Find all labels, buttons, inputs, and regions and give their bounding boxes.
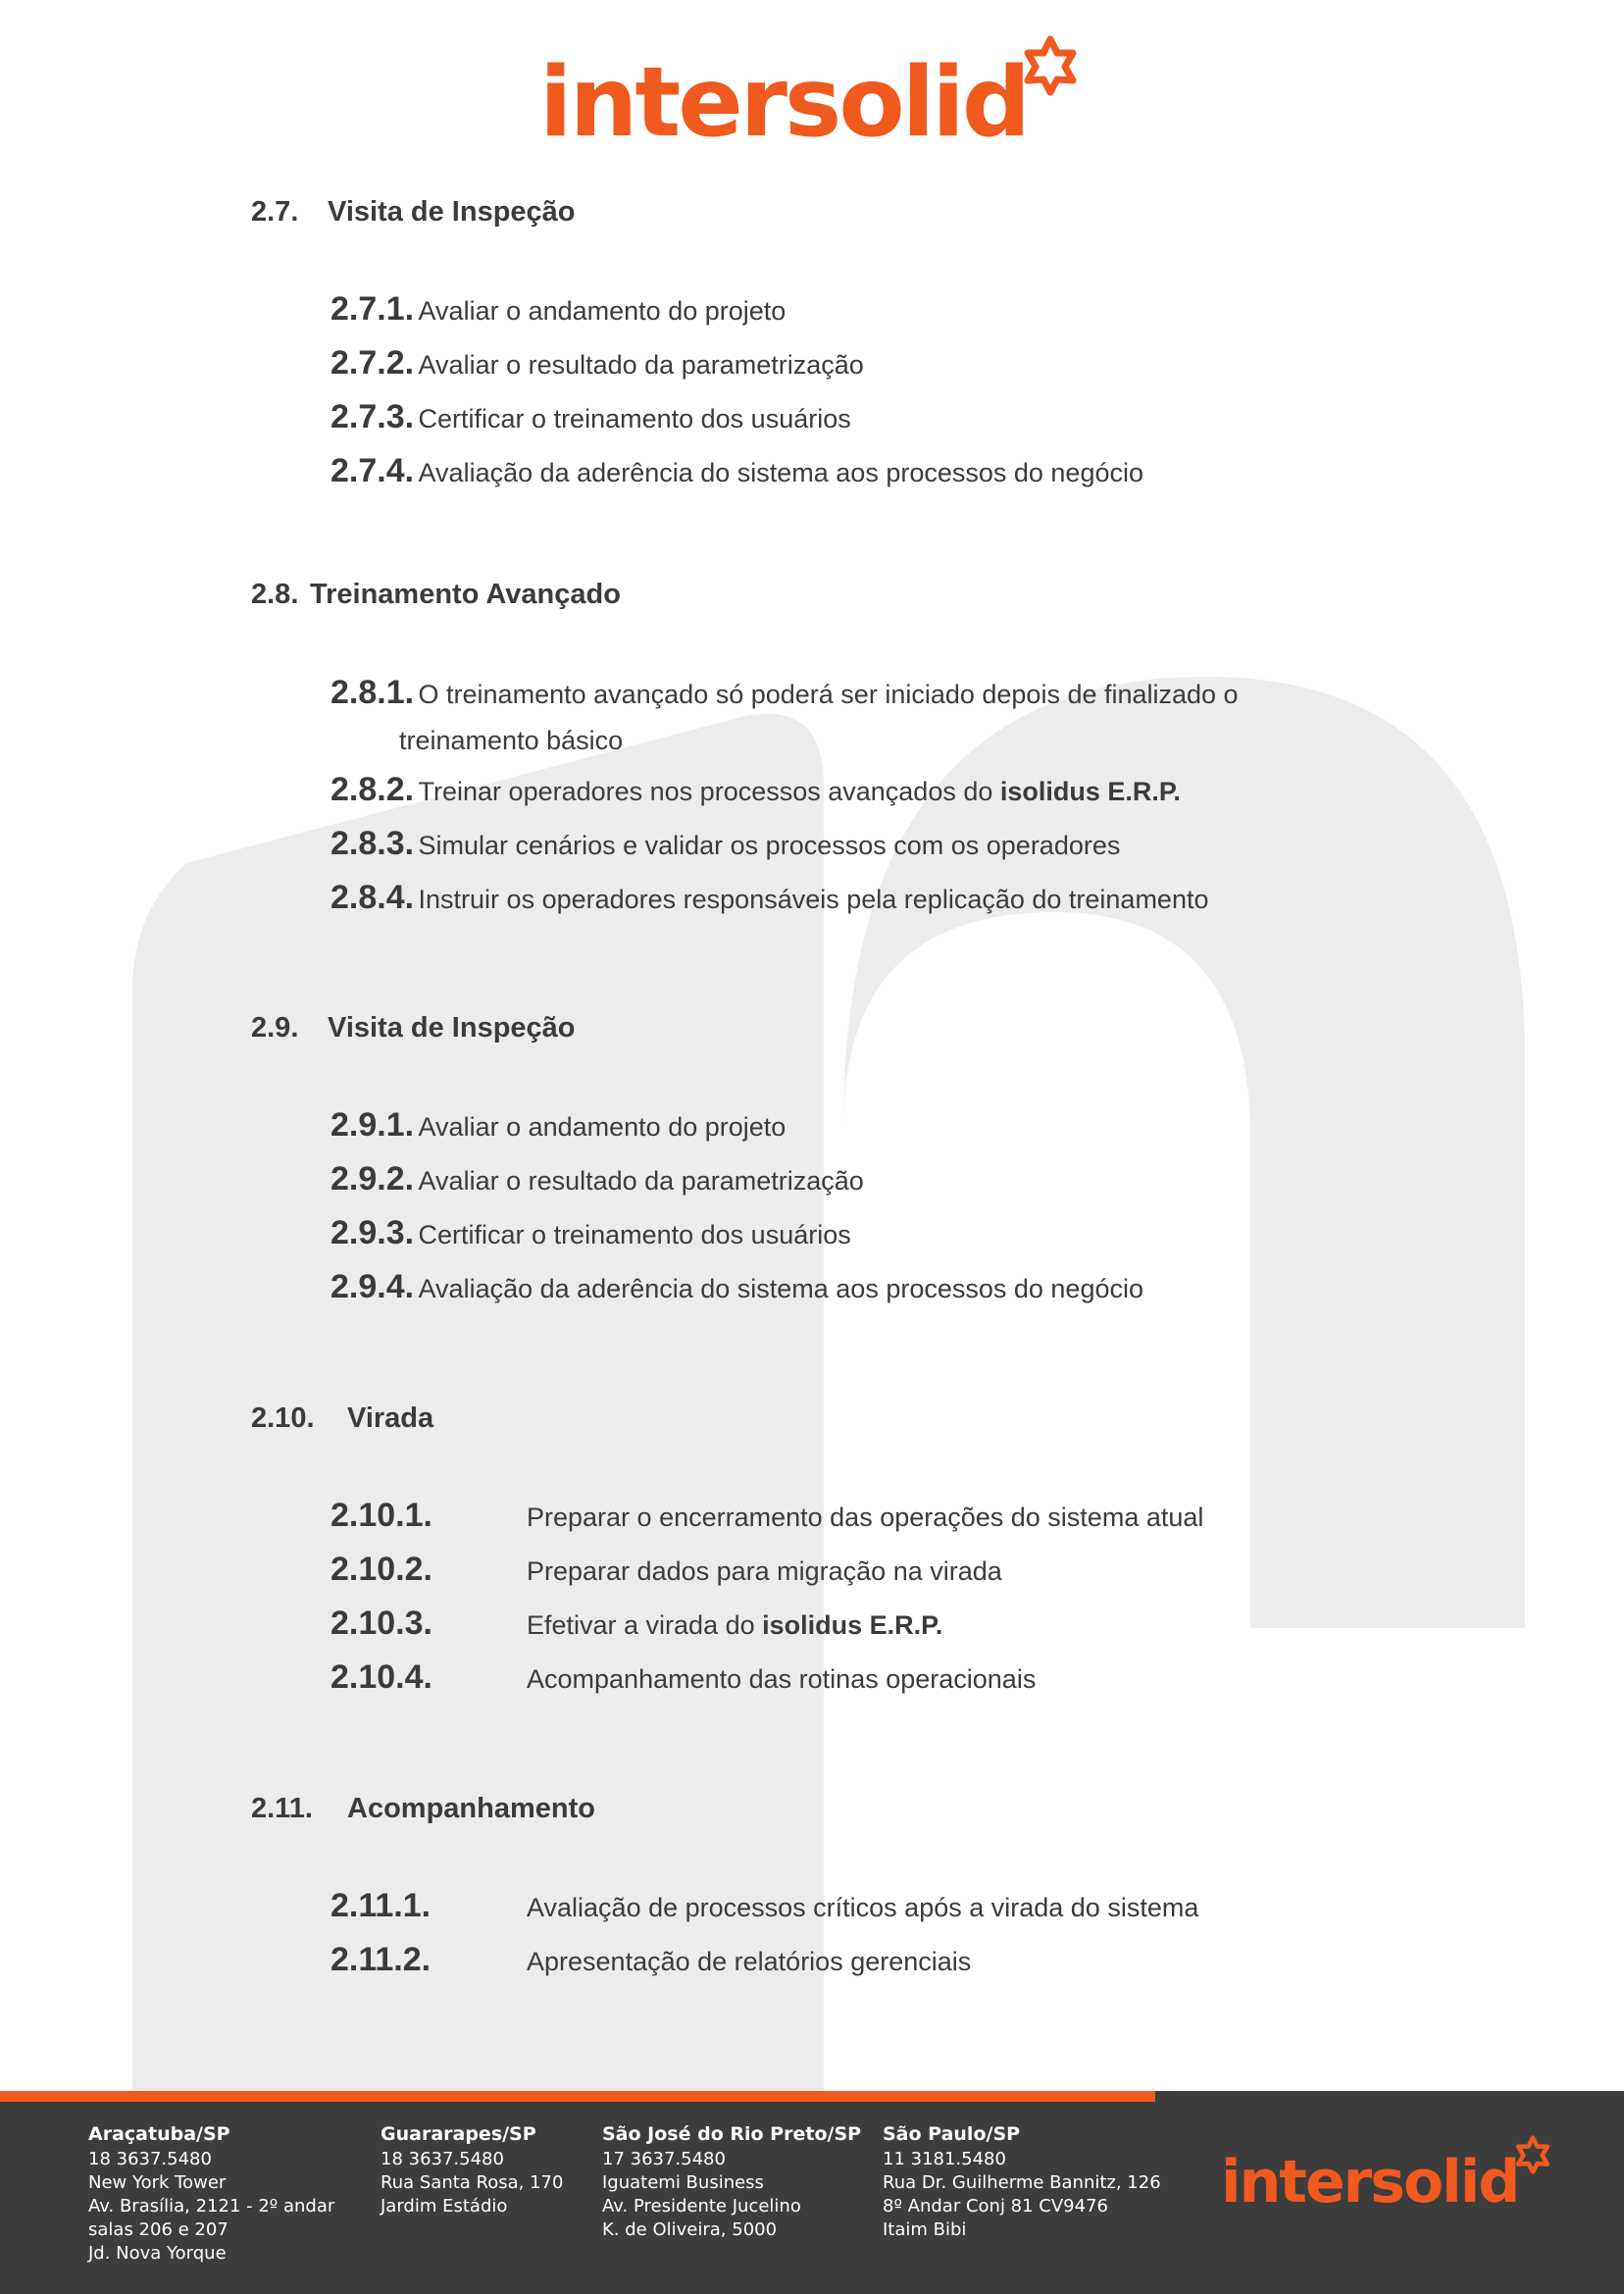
item-number: 2.9.1. <box>330 1106 415 1144</box>
section-title: Visita de Inspeção <box>328 196 576 228</box>
office-address-line: Rua Santa Rosa, 170 <box>381 2172 564 2193</box>
office-sao-paulo <box>883 2122 1161 2242</box>
section-heading-2-7 <box>251 196 576 229</box>
item-number: 2.7.2. <box>330 344 415 382</box>
list-item <box>330 1214 851 1252</box>
item-text: Efetivar a virada do <box>527 1610 763 1640</box>
office-phone: 18 3637.5480 <box>381 2149 504 2169</box>
item-text: Avaliar o resultado da parametrização <box>418 350 864 380</box>
section-heading-2-11 <box>251 1793 595 1825</box>
item-text: Certificar o treinamento dos usuários <box>418 404 851 433</box>
section-title: Virada <box>347 1402 434 1434</box>
item-text: O treinamento avançado só poderá ser iniciado depois de finalizado o <box>418 680 1239 709</box>
section-number: 2.9. <box>251 1012 299 1044</box>
office-address-line: Av. Brasília, 2121 - 2º andar <box>88 2196 335 2217</box>
item-text: Avaliar o andamento do projeto <box>418 1112 787 1142</box>
item-number: 2.9.3. <box>330 1214 415 1251</box>
office-address-line: Iguatemi Business <box>602 2172 764 2193</box>
office-sao-jose-do-rio-preto <box>602 2122 861 2242</box>
logo-flower-icon <box>1513 2135 1552 2174</box>
office-city: São Paulo/SP <box>883 2123 1021 2145</box>
office-address-line: Av. Presidente Jucelino <box>602 2196 801 2217</box>
item-text: Avaliação da aderência do sistema aos processos do negócio <box>418 458 1143 487</box>
footer-accent-bar <box>0 2091 1155 2102</box>
item-text: Certificar o treinamento dos usuários <box>418 1220 851 1249</box>
page-footer <box>0 2091 1624 2294</box>
list-item <box>330 825 1120 863</box>
office-guararapes <box>381 2122 563 2218</box>
office-phone: 11 3181.5480 <box>883 2149 1006 2169</box>
office-city: Araçatuba/SP <box>88 2123 230 2145</box>
product-name: isolidus E.R.P. <box>762 1610 943 1640</box>
section-number: 2.7. <box>251 196 299 228</box>
section-number: 2.10. <box>251 1402 315 1434</box>
item-number: 2.10.3. <box>330 1605 432 1642</box>
item-number: 2.10.2. <box>330 1551 432 1588</box>
list-item <box>330 344 864 382</box>
item-number: 2.7.4. <box>330 452 415 489</box>
office-address-line: K. de Oliveira, 5000 <box>602 2219 778 2240</box>
item-number: 2.9.4. <box>330 1268 415 1305</box>
item-number: 2.9.2. <box>330 1160 415 1198</box>
list-item <box>330 290 786 329</box>
section-title: Acompanhamento <box>347 1793 595 1824</box>
section-heading-2-9 <box>251 1012 576 1045</box>
office-address-line: Jd. Nova Yorque <box>88 2243 227 2264</box>
office-city: São José do Rio Preto/SP <box>602 2123 862 2145</box>
item-number: 2.7.1. <box>330 290 415 328</box>
item-text: Simular cenários e validar os processos com os operadores <box>418 831 1121 860</box>
item-number: 2.10.4. <box>330 1658 432 1696</box>
list-item <box>330 1160 864 1198</box>
list-item <box>330 1106 786 1145</box>
section-number: 2.11. <box>251 1793 313 1824</box>
office-address-line: Jardim Estádio <box>381 2196 508 2217</box>
office-address-line: salas 206 e 207 <box>88 2219 228 2240</box>
office-address-line: 8º Andar Conj 81 CV9476 <box>883 2196 1108 2217</box>
product-name: isolidus E.R.P. <box>999 777 1181 806</box>
list-item <box>330 1605 943 1643</box>
item-text: Avaliar o andamento do projeto <box>418 296 787 326</box>
item-text: Avaliação de processos críticos após a virada do sistema <box>527 1893 1199 1922</box>
item-text: Instruir os operadores responsáveis pela replicação do treinamento <box>418 885 1209 914</box>
item-text: Treinar operadores nos processos avançados do <box>418 777 1000 806</box>
item-number: 2.8.1. <box>330 674 415 711</box>
footer-logo <box>1221 2143 1559 2221</box>
section-title: Visita de Inspeção <box>328 1012 576 1044</box>
office-address-line: Itaim Bibi <box>883 2219 967 2240</box>
section-number: 2.8. <box>251 579 299 610</box>
item-text: Preparar dados para migração na virada <box>527 1556 1002 1586</box>
office-aracatuba <box>88 2122 334 2266</box>
item-text: Preparar o encerramento das operações do sistema atual <box>527 1503 1204 1532</box>
item-text: Acompanhamento das rotinas operacionais <box>527 1664 1037 1694</box>
list-item <box>330 1658 1037 1697</box>
logo-wordmark: intersolid <box>539 47 1028 159</box>
item-number: 2.8.2. <box>330 771 415 808</box>
list-item <box>330 879 1208 917</box>
section-heading-2-10 <box>251 1402 433 1435</box>
item-number: 2.8.3. <box>330 825 415 862</box>
office-phone: 17 3637.5480 <box>602 2149 726 2169</box>
item-number: 2.8.4. <box>330 879 415 916</box>
logo-wordmark: intersolid <box>1221 2148 1519 2217</box>
item-text-continuation: treinamento básico <box>399 726 624 755</box>
section-heading-2-8 <box>251 579 621 611</box>
list-item <box>330 452 1143 490</box>
list-item <box>330 398 851 436</box>
list-item <box>330 1941 972 1979</box>
office-address-line: New York Tower <box>88 2172 227 2193</box>
office-address-line: Rua Dr. Guilherme Bannitz, 126 <box>883 2172 1161 2193</box>
item-text: Apresentação de relatórios gerenciais <box>527 1947 972 1976</box>
item-number: 2.10.1. <box>330 1497 432 1534</box>
list-item <box>330 1551 1002 1589</box>
office-phone: 18 3637.5480 <box>88 2149 212 2169</box>
list-item <box>330 1497 1204 1535</box>
list-item <box>330 1887 1199 1925</box>
list-item <box>330 1268 1143 1306</box>
item-text: Avaliação da aderência do sistema aos processos do negócio <box>418 1274 1143 1303</box>
item-number: 2.11.1. <box>330 1887 431 1924</box>
section-title: Treinamento Avançado <box>310 579 621 610</box>
list-item <box>330 674 1239 712</box>
item-number: 2.7.3. <box>330 398 415 435</box>
list-item <box>330 771 1181 809</box>
item-number: 2.11.2. <box>330 1941 431 1978</box>
office-city: Guararapes/SP <box>381 2123 536 2145</box>
item-text: Avaliar o resultado da parametrização <box>418 1166 864 1196</box>
